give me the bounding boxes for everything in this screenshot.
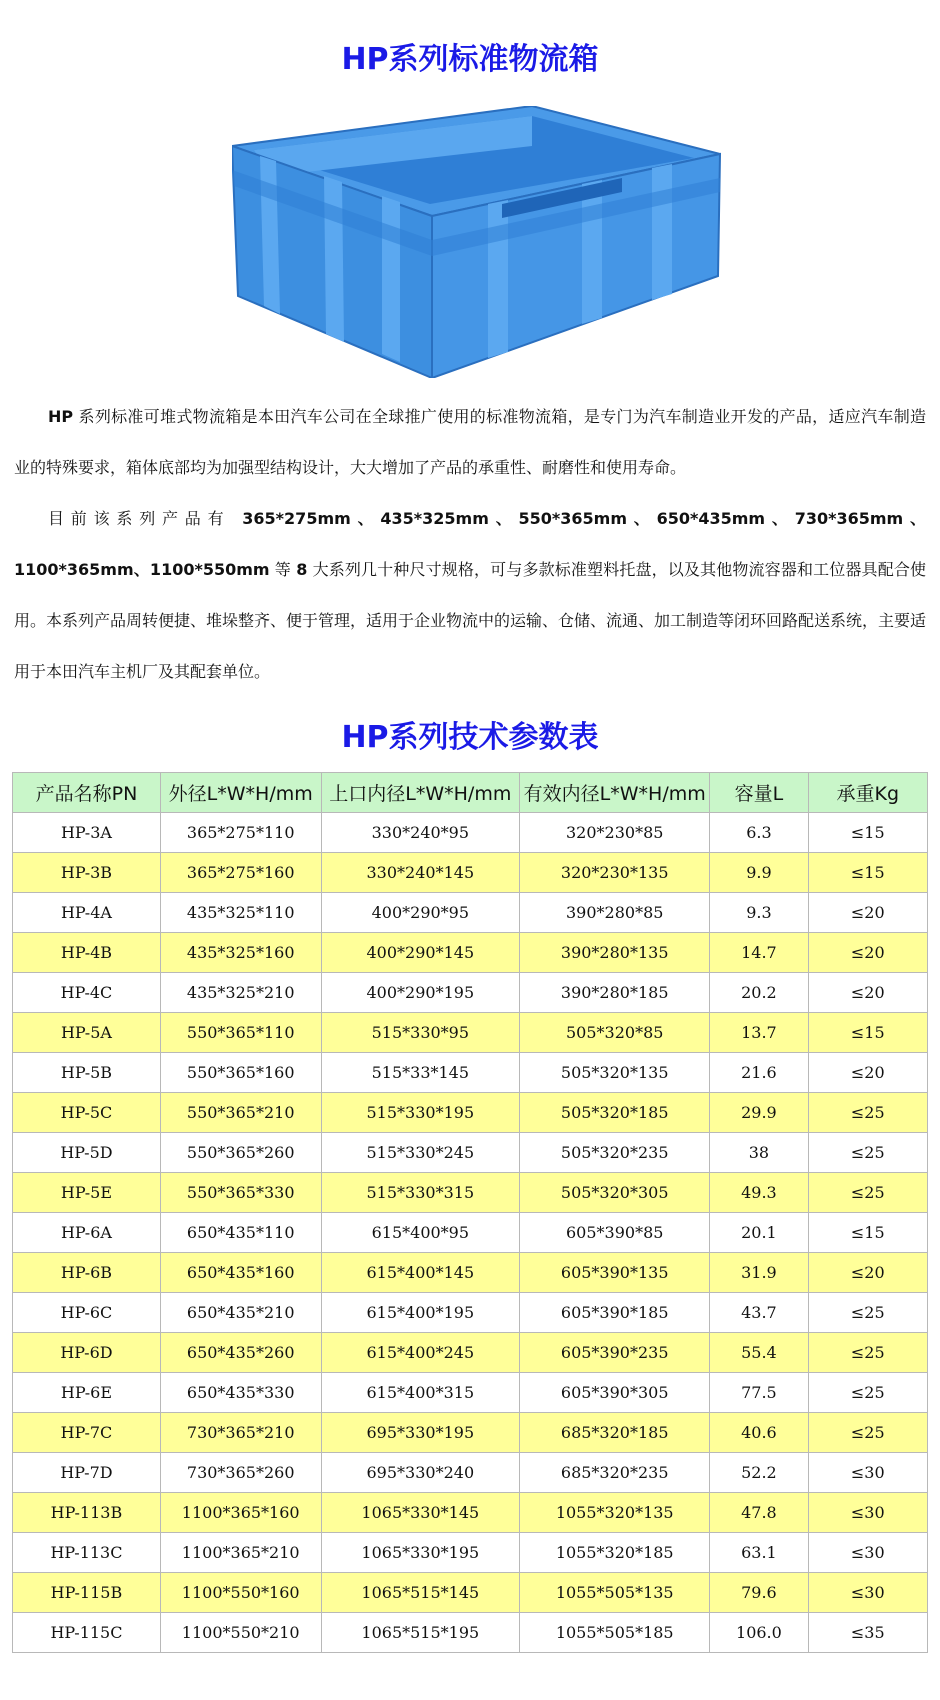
cell-outer-dim: 435*325*210	[160, 973, 321, 1013]
cell-outer-dim: 550*365*110	[160, 1013, 321, 1053]
table-row	[13, 1533, 928, 1573]
table-row	[13, 1453, 928, 1493]
cell-top-inner-dim: 400*290*145	[321, 933, 520, 973]
cell-effective-inner-dim: 605*390*305	[520, 1373, 710, 1413]
cell-capacity: 40.6	[710, 1413, 808, 1453]
table-header-row	[13, 773, 928, 813]
cell-capacity: 6.3	[710, 813, 808, 853]
cell-capacity: 21.6	[710, 1053, 808, 1093]
table-row	[13, 1613, 928, 1653]
cell-capacity: 106.0	[710, 1613, 808, 1653]
intro-paragraph-2: 目前该系列产品有 365*275mm、435*325mm、550*365mm、650*435mm、730*365mm、1100*365mm、1100*550mm 等 8 大系列几十种尺寸规格，可与多款标准塑料托盘，以及其他物流容器和工位器具配合使用。本系列产品周转便捷、堆垛整齐、便于管理，适用于企业物流中的运输、仓储、流通、加工制造等闭环回路配送系统，主要适用于本田汽车主机厂及其配套单位。	[14, 509, 927, 681]
cell-load: ≤20	[808, 933, 927, 973]
cell-pn: HP-115C	[13, 1613, 161, 1653]
cell-top-inner-dim: 615*400*145	[321, 1253, 520, 1293]
cell-effective-inner-dim: 320*230*85	[520, 813, 710, 853]
cell-effective-inner-dim: 390*280*185	[520, 973, 710, 1013]
cell-pn: HP-3A	[13, 813, 161, 853]
cell-pn: HP-7C	[13, 1413, 161, 1453]
cell-capacity: 79.6	[710, 1573, 808, 1613]
cell-top-inner-dim: 515*330*195	[321, 1093, 520, 1133]
cell-outer-dim: 650*435*210	[160, 1293, 321, 1333]
cell-pn: HP-6D	[13, 1333, 161, 1373]
cell-capacity: 9.9	[710, 853, 808, 893]
cell-capacity: 43.7	[710, 1293, 808, 1333]
cell-top-inner-dim: 615*400*95	[321, 1213, 520, 1253]
table-row	[13, 1093, 928, 1133]
cell-load: ≤15	[808, 1213, 927, 1253]
cell-load: ≤25	[808, 1173, 927, 1213]
cell-top-inner-dim: 515*33*145	[321, 1053, 520, 1093]
cell-effective-inner-dim: 685*320*235	[520, 1453, 710, 1493]
cell-pn: HP-7D	[13, 1453, 161, 1493]
cell-pn: HP-6B	[13, 1253, 161, 1293]
cell-top-inner-dim: 515*330*245	[321, 1133, 520, 1173]
cell-outer-dim: 550*365*160	[160, 1053, 321, 1093]
spec-table	[12, 772, 928, 1653]
cell-effective-inner-dim: 1055*320*185	[520, 1533, 710, 1573]
page-title: HP系列标准物流箱	[341, 42, 599, 77]
cell-effective-inner-dim: 685*320*185	[520, 1413, 710, 1453]
cell-effective-inner-dim: 1055*505*185	[520, 1613, 710, 1653]
cell-outer-dim: 1100*365*210	[160, 1533, 321, 1573]
cell-capacity: 14.7	[710, 933, 808, 973]
cell-effective-inner-dim: 390*280*135	[520, 933, 710, 973]
cell-load: ≤25	[808, 1413, 927, 1453]
cell-capacity: 38	[710, 1133, 808, 1173]
cell-capacity: 52.2	[710, 1453, 808, 1493]
cell-load: ≤20	[808, 1253, 927, 1293]
cell-effective-inner-dim: 505*320*135	[520, 1053, 710, 1093]
cell-outer-dim: 650*435*110	[160, 1213, 321, 1253]
cell-outer-dim: 650*435*260	[160, 1333, 321, 1373]
table-row	[13, 1373, 928, 1413]
table-row	[13, 1413, 928, 1453]
cell-top-inner-dim: 695*330*240	[321, 1453, 520, 1493]
header-load: 承重Kg	[808, 773, 927, 813]
cell-load: ≤30	[808, 1493, 927, 1533]
header-capacity: 容量L	[710, 773, 808, 813]
header-top-inner-dim: 上口内径L*W*H/mm	[321, 773, 520, 813]
cell-pn: HP-5B	[13, 1053, 161, 1093]
table-row	[13, 1213, 928, 1253]
cell-outer-dim: 650*435*160	[160, 1253, 321, 1293]
cell-load: ≤15	[808, 853, 927, 893]
cell-load: ≤15	[808, 1013, 927, 1053]
cell-outer-dim: 550*365*210	[160, 1093, 321, 1133]
cell-pn: HP-4A	[13, 893, 161, 933]
cell-capacity: 20.2	[710, 973, 808, 1013]
header-pn: 产品名称PN	[13, 773, 161, 813]
table-title: HP系列技术参数表	[341, 720, 599, 755]
cell-top-inner-dim: 1065*330*195	[321, 1533, 520, 1573]
cell-top-inner-dim: 515*330*315	[321, 1173, 520, 1213]
cell-load: ≤30	[808, 1573, 927, 1613]
cell-load: ≤15	[808, 813, 927, 853]
header-outer-dim: 外径L*W*H/mm	[160, 773, 321, 813]
table-row	[13, 1133, 928, 1173]
cell-effective-inner-dim: 605*390*185	[520, 1293, 710, 1333]
cell-effective-inner-dim: 390*280*85	[520, 893, 710, 933]
cell-outer-dim: 1100*550*210	[160, 1613, 321, 1653]
cell-capacity: 29.9	[710, 1093, 808, 1133]
cell-effective-inner-dim: 605*390*85	[520, 1213, 710, 1253]
cell-pn: HP-6A	[13, 1213, 161, 1253]
cell-pn: HP-5A	[13, 1013, 161, 1053]
intro-paragraph-1: HP 系列标准可堆式物流箱是本田汽车公司在全球推广使用的标准物流箱，是专门为汽车制造业开发的产品，适应汽车制造业的特殊要求，箱体底部均为加强型结构设计，大大增加了产品的承重性、耐磨性和使用寿命。	[14, 407, 926, 477]
cell-effective-inner-dim: 505*320*85	[520, 1013, 710, 1053]
cell-top-inner-dim: 615*400*245	[321, 1333, 520, 1373]
cell-load: ≤35	[808, 1613, 927, 1653]
cell-top-inner-dim: 1065*515*145	[321, 1573, 520, 1613]
cell-top-inner-dim: 615*400*315	[321, 1373, 520, 1413]
cell-top-inner-dim: 1065*515*195	[321, 1613, 520, 1653]
table-row	[13, 1053, 928, 1093]
cell-outer-dim: 365*275*110	[160, 813, 321, 853]
cell-pn: HP-4B	[13, 933, 161, 973]
cell-outer-dim: 550*365*260	[160, 1133, 321, 1173]
cell-pn: HP-113B	[13, 1493, 161, 1533]
cell-top-inner-dim: 515*330*95	[321, 1013, 520, 1053]
cell-capacity: 49.3	[710, 1173, 808, 1213]
cell-outer-dim: 730*365*210	[160, 1413, 321, 1453]
cell-load: ≤20	[808, 1053, 927, 1093]
cell-effective-inner-dim: 1055*505*135	[520, 1573, 710, 1613]
cell-capacity: 47.8	[710, 1493, 808, 1533]
cell-pn: HP-5D	[13, 1133, 161, 1173]
cell-capacity: 63.1	[710, 1533, 808, 1573]
cell-top-inner-dim: 1065*330*145	[321, 1493, 520, 1533]
cell-capacity: 13.7	[710, 1013, 808, 1053]
cell-effective-inner-dim: 505*320*185	[520, 1093, 710, 1133]
cell-outer-dim: 435*325*110	[160, 893, 321, 933]
table-row	[13, 1253, 928, 1293]
table-row	[13, 1173, 928, 1213]
table-row	[13, 1573, 928, 1613]
cell-top-inner-dim: 615*400*195	[321, 1293, 520, 1333]
cell-load: ≤25	[808, 1133, 927, 1173]
cell-load: ≤25	[808, 1373, 927, 1413]
cell-pn: HP-6E	[13, 1373, 161, 1413]
cell-capacity: 77.5	[710, 1373, 808, 1413]
cell-outer-dim: 730*365*260	[160, 1453, 321, 1493]
header-effective-inner-dim: 有效内径L*W*H/mm	[520, 773, 710, 813]
cell-effective-inner-dim: 505*320*235	[520, 1133, 710, 1173]
cell-outer-dim: 1100*365*160	[160, 1493, 321, 1533]
cell-effective-inner-dim: 1055*320*135	[520, 1493, 710, 1533]
cell-outer-dim: 435*325*160	[160, 933, 321, 973]
cell-pn: HP-5E	[13, 1173, 161, 1213]
cell-top-inner-dim: 400*290*195	[321, 973, 520, 1013]
cell-pn: HP-5C	[13, 1093, 161, 1133]
cell-load: ≤20	[808, 973, 927, 1013]
table-row	[13, 853, 928, 893]
table-row	[13, 1293, 928, 1333]
table-row	[13, 933, 928, 973]
cell-load: ≤30	[808, 1533, 927, 1573]
cell-capacity: 9.3	[710, 893, 808, 933]
cell-pn: HP-4C	[13, 973, 161, 1013]
cell-pn: HP-113C	[13, 1533, 161, 1573]
cell-pn: HP-115B	[13, 1573, 161, 1613]
blue-plastic-crate-icon	[232, 106, 722, 378]
cell-top-inner-dim: 400*290*95	[321, 893, 520, 933]
cell-load: ≤25	[808, 1293, 927, 1333]
cell-capacity: 31.9	[710, 1253, 808, 1293]
cell-capacity: 55.4	[710, 1333, 808, 1373]
table-row	[13, 813, 928, 853]
cell-load: ≤25	[808, 1333, 927, 1373]
table-row	[13, 893, 928, 933]
cell-pn: HP-6C	[13, 1293, 161, 1333]
cell-load: ≤25	[808, 1093, 927, 1133]
cell-load: ≤30	[808, 1453, 927, 1493]
cell-top-inner-dim: 330*240*95	[321, 813, 520, 853]
cell-capacity: 20.1	[710, 1213, 808, 1253]
cell-outer-dim: 1100*550*160	[160, 1573, 321, 1613]
cell-effective-inner-dim: 505*320*305	[520, 1173, 710, 1213]
table-row	[13, 973, 928, 1013]
cell-outer-dim: 550*365*330	[160, 1173, 321, 1213]
cell-top-inner-dim: 695*330*195	[321, 1413, 520, 1453]
cell-outer-dim: 365*275*160	[160, 853, 321, 893]
table-row	[13, 1013, 928, 1053]
cell-effective-inner-dim: 320*230*135	[520, 853, 710, 893]
cell-effective-inner-dim: 605*390*135	[520, 1253, 710, 1293]
cell-load: ≤20	[808, 893, 927, 933]
table-row	[13, 1493, 928, 1533]
table-row	[13, 1333, 928, 1373]
cell-effective-inner-dim: 605*390*235	[520, 1333, 710, 1373]
cell-top-inner-dim: 330*240*145	[321, 853, 520, 893]
cell-outer-dim: 650*435*330	[160, 1373, 321, 1413]
cell-pn: HP-3B	[13, 853, 161, 893]
product-image	[232, 106, 722, 378]
